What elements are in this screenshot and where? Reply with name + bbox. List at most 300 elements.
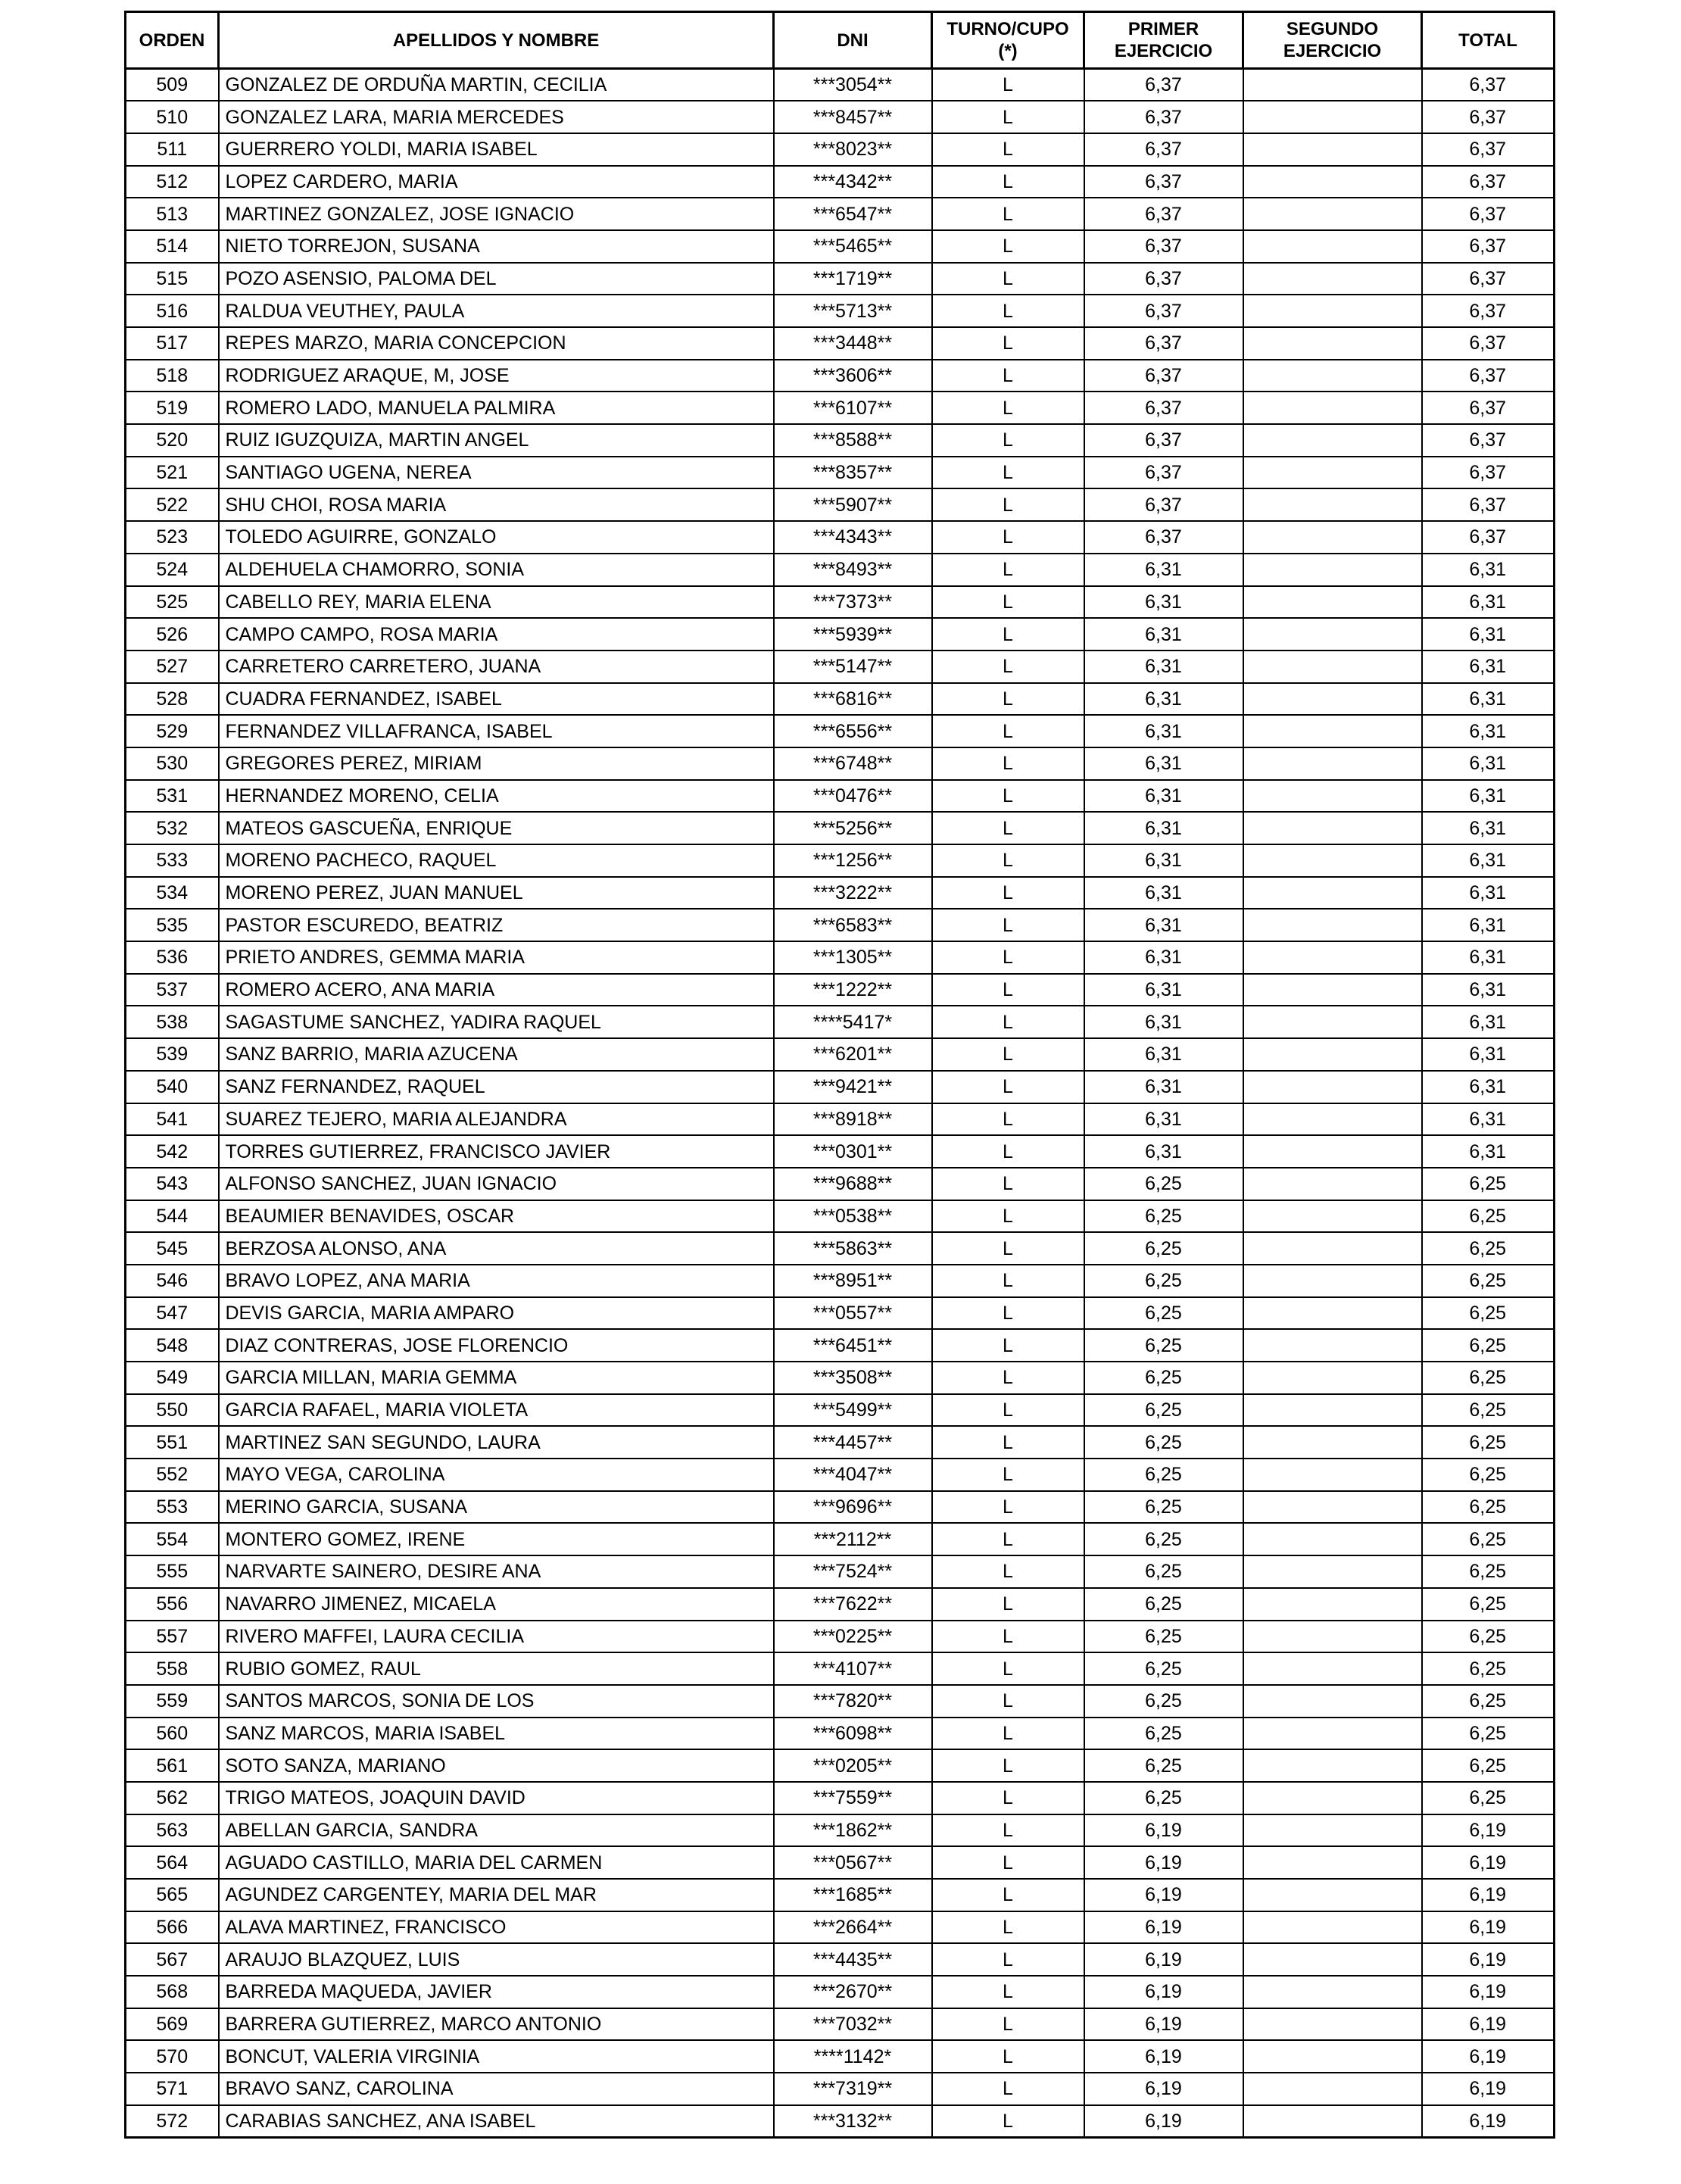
cell-primer-ejercicio: 6,31 — [1084, 618, 1243, 651]
cell-orden: 533 — [126, 844, 219, 877]
cell-segundo-ejercicio — [1243, 1621, 1422, 1653]
table-row — [126, 424, 1555, 457]
cell-primer-ejercicio: 6,37 — [1084, 457, 1243, 489]
cell-segundo-ejercicio — [1243, 1362, 1422, 1394]
cell-orden: 559 — [126, 1685, 219, 1718]
cell-apellidos-nombre: REPES MARZO, MARIA CONCEPCION — [219, 327, 774, 360]
cell-turno-cupo: L — [932, 1426, 1084, 1459]
header-turno-line1: TURNO/CUPO — [947, 19, 1069, 39]
cell-dni: ***4107** — [774, 1652, 932, 1685]
cell-apellidos-nombre: SANZ BARRIO, MARIA AZUCENA — [219, 1038, 774, 1071]
cell-orden: 512 — [126, 166, 219, 198]
cell-orden: 521 — [126, 457, 219, 489]
cell-segundo-ejercicio — [1243, 715, 1422, 747]
cell-dni: ***3606** — [774, 360, 932, 392]
table-row — [126, 2008, 1555, 2041]
table-row — [126, 1297, 1555, 1330]
cell-apellidos-nombre: MAYO VEGA, CAROLINA — [219, 1459, 774, 1491]
table-row — [126, 1588, 1555, 1621]
cell-dni: ***6107** — [774, 392, 932, 424]
cell-primer-ejercicio: 6,19 — [1084, 2105, 1243, 2138]
cell-primer-ejercicio: 6,25 — [1084, 1362, 1243, 1394]
cell-orden: 556 — [126, 1588, 219, 1621]
cell-apellidos-nombre: BRAVO LOPEZ, ANA MARIA — [219, 1265, 774, 1297]
cell-primer-ejercicio: 6,31 — [1084, 1071, 1243, 1103]
cell-primer-ejercicio: 6,19 — [1084, 1976, 1243, 2008]
cell-dni: ***7559** — [774, 1782, 932, 1814]
cell-primer-ejercicio: 6,37 — [1084, 360, 1243, 392]
cell-orden: 509 — [126, 69, 219, 101]
cell-total: 6,19 — [1422, 1814, 1555, 1847]
table-row — [126, 1071, 1555, 1103]
cell-apellidos-nombre: BEAUMIER BENAVIDES, OSCAR — [219, 1200, 774, 1233]
cell-primer-ejercicio: 6,25 — [1084, 1459, 1243, 1491]
cell-apellidos-nombre: ROMERO ACERO, ANA MARIA — [219, 974, 774, 1006]
cell-apellidos-nombre: ALFONSO SANCHEZ, JUAN IGNACIO — [219, 1168, 774, 1200]
cell-segundo-ejercicio — [1243, 1943, 1422, 1976]
cell-primer-ejercicio: 6,31 — [1084, 941, 1243, 974]
cell-turno-cupo: L — [932, 1329, 1084, 1362]
table-row — [126, 1652, 1555, 1685]
header-segundo-ejercicio — [1243, 12, 1422, 69]
cell-primer-ejercicio: 6,31 — [1084, 780, 1243, 813]
cell-total: 6,31 — [1422, 909, 1555, 941]
cell-primer-ejercicio: 6,25 — [1084, 1265, 1243, 1297]
cell-segundo-ejercicio — [1243, 586, 1422, 619]
cell-dni: ****5417* — [774, 1006, 932, 1038]
cell-apellidos-nombre: MARTINEZ SAN SEGUNDO, LAURA — [219, 1426, 774, 1459]
cell-orden: 524 — [126, 554, 219, 586]
cell-turno-cupo: L — [932, 1911, 1084, 1944]
cell-apellidos-nombre: SAGASTUME SANCHEZ, YADIRA RAQUEL — [219, 1006, 774, 1038]
cell-orden: 514 — [126, 230, 219, 263]
cell-segundo-ejercicio — [1243, 1976, 1422, 2008]
cell-primer-ejercicio: 6,31 — [1084, 877, 1243, 909]
cell-turno-cupo: L — [932, 1459, 1084, 1491]
cell-turno-cupo: L — [932, 909, 1084, 941]
cell-total: 6,19 — [1422, 1846, 1555, 1879]
cell-dni: ***0225** — [774, 1621, 932, 1653]
cell-apellidos-nombre: DIAZ CONTRERAS, JOSE FLORENCIO — [219, 1329, 774, 1362]
cell-segundo-ejercicio — [1243, 1459, 1422, 1491]
cell-dni: ***1256** — [774, 844, 932, 877]
cell-apellidos-nombre: TOLEDO AGUIRRE, GONZALO — [219, 521, 774, 554]
cell-dni: ***9421** — [774, 1071, 932, 1103]
table-row — [126, 1911, 1555, 1944]
cell-total: 6,25 — [1422, 1394, 1555, 1427]
cell-turno-cupo: L — [932, 1523, 1084, 1555]
cell-segundo-ejercicio — [1243, 941, 1422, 974]
cell-primer-ejercicio: 6,31 — [1084, 844, 1243, 877]
cell-total: 6,31 — [1422, 974, 1555, 1006]
cell-apellidos-nombre: PASTOR ESCUREDO, BEATRIZ — [219, 909, 774, 941]
cell-segundo-ejercicio — [1243, 1718, 1422, 1750]
cell-segundo-ejercicio — [1243, 683, 1422, 716]
cell-total: 6,37 — [1422, 424, 1555, 457]
cell-turno-cupo: L — [932, 812, 1084, 844]
cell-turno-cupo: L — [932, 295, 1084, 327]
table-row — [126, 1814, 1555, 1847]
cell-total: 6,37 — [1422, 488, 1555, 521]
cell-dni: ***1222** — [774, 974, 932, 1006]
cell-dni: ***5256** — [774, 812, 932, 844]
cell-dni: ***6201** — [774, 1038, 932, 1071]
cell-apellidos-nombre: MORENO PEREZ, JUAN MANUEL — [219, 877, 774, 909]
cell-apellidos-nombre: GONZALEZ DE ORDUÑA MARTIN, CECILIA — [219, 69, 774, 101]
table-row — [126, 198, 1555, 230]
cell-turno-cupo: L — [932, 586, 1084, 619]
cell-orden: 570 — [126, 2040, 219, 2073]
cell-primer-ejercicio: 6,31 — [1084, 812, 1243, 844]
cell-apellidos-nombre: RUBIO GOMEZ, RAUL — [219, 1652, 774, 1685]
cell-apellidos-nombre: SANTOS MARCOS, SONIA DE LOS — [219, 1685, 774, 1718]
cell-turno-cupo: L — [932, 1168, 1084, 1200]
cell-turno-cupo: L — [932, 360, 1084, 392]
cell-segundo-ejercicio — [1243, 263, 1422, 295]
cell-dni: ***5713** — [774, 295, 932, 327]
cell-apellidos-nombre: BARRERA GUTIERREZ, MARCO ANTONIO — [219, 2008, 774, 2041]
cell-primer-ejercicio: 6,37 — [1084, 69, 1243, 101]
cell-orden: 545 — [126, 1232, 219, 1265]
cell-apellidos-nombre: BONCUT, VALERIA VIRGINIA — [219, 2040, 774, 2073]
cell-dni: ***5863** — [774, 1232, 932, 1265]
cell-apellidos-nombre: GUERRERO YOLDI, MARIA ISABEL — [219, 133, 774, 166]
cell-orden: 565 — [126, 1879, 219, 1911]
cell-total: 6,31 — [1422, 1006, 1555, 1038]
cell-turno-cupo: L — [932, 618, 1084, 651]
cell-apellidos-nombre: POZO ASENSIO, PALOMA DEL — [219, 263, 774, 295]
cell-turno-cupo: L — [932, 2073, 1084, 2105]
cell-primer-ejercicio: 6,31 — [1084, 683, 1243, 716]
cell-dni: ***7524** — [774, 1555, 932, 1588]
cell-apellidos-nombre: MERINO GARCIA, SUSANA — [219, 1491, 774, 1524]
cell-dni: ***4343** — [774, 521, 932, 554]
cell-orden: 516 — [126, 295, 219, 327]
cell-total: 6,31 — [1422, 844, 1555, 877]
cell-turno-cupo: L — [932, 1071, 1084, 1103]
cell-dni: ***8457** — [774, 101, 932, 133]
cell-orden: 572 — [126, 2105, 219, 2138]
cell-orden: 564 — [126, 1846, 219, 1879]
table-row — [126, 101, 1555, 133]
cell-total: 6,37 — [1422, 166, 1555, 198]
cell-turno-cupo: L — [932, 198, 1084, 230]
table-row — [126, 1459, 1555, 1491]
table-row — [126, 1523, 1555, 1555]
table-row — [126, 715, 1555, 747]
cell-turno-cupo: L — [932, 1200, 1084, 1233]
cell-dni: ***1862** — [774, 1814, 932, 1847]
cell-segundo-ejercicio — [1243, 1103, 1422, 1136]
cell-orden: 563 — [126, 1814, 219, 1847]
cell-primer-ejercicio: 6,31 — [1084, 1038, 1243, 1071]
table-row — [126, 554, 1555, 586]
cell-dni: ***8588** — [774, 424, 932, 457]
cell-turno-cupo: L — [932, 1652, 1084, 1685]
cell-turno-cupo: L — [932, 1103, 1084, 1136]
cell-dni: ***6816** — [774, 683, 932, 716]
cell-dni: ***2670** — [774, 1976, 932, 2008]
cell-dni: ***5465** — [774, 230, 932, 263]
cell-segundo-ejercicio — [1243, 327, 1422, 360]
cell-segundo-ejercicio — [1243, 812, 1422, 844]
cell-orden: 546 — [126, 1265, 219, 1297]
cell-apellidos-nombre: SANTIAGO UGENA, NEREA — [219, 457, 774, 489]
cell-total: 6,31 — [1422, 1103, 1555, 1136]
cell-dni: ***5907** — [774, 488, 932, 521]
table-row — [126, 618, 1555, 651]
table-row — [126, 392, 1555, 424]
cell-total: 6,31 — [1422, 747, 1555, 780]
cell-apellidos-nombre: ABELLAN GARCIA, SANDRA — [219, 1814, 774, 1847]
header-turno-line2: (*) — [998, 41, 1018, 61]
cell-orden: 571 — [126, 2073, 219, 2105]
cell-segundo-ejercicio — [1243, 101, 1422, 133]
table-row — [126, 1232, 1555, 1265]
cell-primer-ejercicio: 6,25 — [1084, 1232, 1243, 1265]
cell-orden: 510 — [126, 101, 219, 133]
cell-orden: 541 — [126, 1103, 219, 1136]
cell-apellidos-nombre: MATEOS GASCUEÑA, ENRIQUE — [219, 812, 774, 844]
cell-turno-cupo: L — [932, 457, 1084, 489]
cell-apellidos-nombre: CABELLO REY, MARIA ELENA — [219, 586, 774, 619]
cell-orden: 548 — [126, 1329, 219, 1362]
cell-orden: 515 — [126, 263, 219, 295]
table-row — [126, 683, 1555, 716]
cell-total: 6,31 — [1422, 1071, 1555, 1103]
cell-orden: 527 — [126, 651, 219, 683]
cell-apellidos-nombre: NIETO TORREJON, SUSANA — [219, 230, 774, 263]
cell-turno-cupo: L — [932, 1135, 1084, 1168]
cell-orden: 557 — [126, 1621, 219, 1653]
cell-total: 6,25 — [1422, 1329, 1555, 1362]
header-primer-line2: EJERCICIO — [1114, 41, 1213, 61]
cell-total: 6,37 — [1422, 521, 1555, 554]
cell-dni: ***2112** — [774, 1523, 932, 1555]
cell-turno-cupo: L — [932, 1718, 1084, 1750]
table-row — [126, 2073, 1555, 2105]
cell-total: 6,19 — [1422, 2105, 1555, 2138]
cell-primer-ejercicio: 6,25 — [1084, 1685, 1243, 1718]
cell-primer-ejercicio: 6,25 — [1084, 1749, 1243, 1782]
cell-primer-ejercicio: 6,25 — [1084, 1297, 1243, 1330]
cell-primer-ejercicio: 6,31 — [1084, 586, 1243, 619]
cell-turno-cupo: L — [932, 941, 1084, 974]
cell-total: 6,31 — [1422, 651, 1555, 683]
cell-total: 6,37 — [1422, 69, 1555, 101]
table-row — [126, 263, 1555, 295]
cell-orden: 551 — [126, 1426, 219, 1459]
cell-primer-ejercicio: 6,37 — [1084, 424, 1243, 457]
cell-segundo-ejercicio — [1243, 424, 1422, 457]
table-row — [126, 1006, 1555, 1038]
cell-apellidos-nombre: ALAVA MARTINEZ, FRANCISCO — [219, 1911, 774, 1944]
cell-total: 6,31 — [1422, 1135, 1555, 1168]
cell-orden: 535 — [126, 909, 219, 941]
cell-primer-ejercicio: 6,25 — [1084, 1491, 1243, 1524]
cell-orden: 554 — [126, 1523, 219, 1555]
cell-dni: ***4457** — [774, 1426, 932, 1459]
cell-orden: 566 — [126, 1911, 219, 1944]
table-row — [126, 295, 1555, 327]
cell-dni: ***1685** — [774, 1879, 932, 1911]
cell-dni: ***9688** — [774, 1168, 932, 1200]
cell-dni: ***8951** — [774, 1265, 932, 1297]
cell-orden: 536 — [126, 941, 219, 974]
cell-apellidos-nombre: HERNANDEZ MORENO, CELIA — [219, 780, 774, 813]
table-row — [126, 1685, 1555, 1718]
header-segundo-line2: EJERCICIO — [1283, 41, 1382, 61]
cell-dni: ***6556** — [774, 715, 932, 747]
cell-segundo-ejercicio — [1243, 1394, 1422, 1427]
cell-primer-ejercicio: 6,31 — [1084, 1135, 1243, 1168]
cell-turno-cupo: L — [932, 715, 1084, 747]
header-row — [126, 12, 1555, 69]
cell-apellidos-nombre: LOPEZ CARDERO, MARIA — [219, 166, 774, 198]
cell-segundo-ejercicio — [1243, 877, 1422, 909]
table-row — [126, 1362, 1555, 1394]
cell-dni: ***0567** — [774, 1846, 932, 1879]
table-row — [126, 941, 1555, 974]
table-row — [126, 1103, 1555, 1136]
cell-apellidos-nombre: GARCIA MILLAN, MARIA GEMMA — [219, 1362, 774, 1394]
cell-total: 6,31 — [1422, 554, 1555, 586]
cell-segundo-ejercicio — [1243, 651, 1422, 683]
cell-total: 6,37 — [1422, 198, 1555, 230]
cell-primer-ejercicio: 6,19 — [1084, 1846, 1243, 1879]
cell-segundo-ejercicio — [1243, 392, 1422, 424]
cell-primer-ejercicio: 6,25 — [1084, 1588, 1243, 1621]
cell-total: 6,25 — [1422, 1685, 1555, 1718]
cell-primer-ejercicio: 6,25 — [1084, 1394, 1243, 1427]
cell-apellidos-nombre: CARRETERO CARRETERO, JUANA — [219, 651, 774, 683]
cell-apellidos-nombre: RALDUA VEUTHEY, PAULA — [219, 295, 774, 327]
cell-dni: ***6098** — [774, 1718, 932, 1750]
cell-total: 6,25 — [1422, 1588, 1555, 1621]
cell-orden: 537 — [126, 974, 219, 1006]
table-row — [126, 1846, 1555, 1879]
cell-segundo-ejercicio — [1243, 1006, 1422, 1038]
cell-orden: 542 — [126, 1135, 219, 1168]
cell-orden: 544 — [126, 1200, 219, 1233]
cell-total: 6,25 — [1422, 1297, 1555, 1330]
cell-turno-cupo: L — [932, 683, 1084, 716]
cell-turno-cupo: L — [932, 1846, 1084, 1879]
cell-apellidos-nombre: ARAUJO BLAZQUEZ, LUIS — [219, 1943, 774, 1976]
cell-apellidos-nombre: AGUNDEZ CARGENTEY, MARIA DEL MAR — [219, 1879, 774, 1911]
cell-segundo-ejercicio — [1243, 1071, 1422, 1103]
cell-primer-ejercicio: 6,37 — [1084, 488, 1243, 521]
table-row — [126, 1621, 1555, 1653]
cell-apellidos-nombre: TRIGO MATEOS, JOAQUIN DAVID — [219, 1782, 774, 1814]
cell-segundo-ejercicio — [1243, 1426, 1422, 1459]
cell-primer-ejercicio: 6,25 — [1084, 1652, 1243, 1685]
cell-apellidos-nombre: GREGORES PEREZ, MIRIAM — [219, 747, 774, 780]
cell-apellidos-nombre: ROMERO LADO, MANUELA PALMIRA — [219, 392, 774, 424]
cell-turno-cupo: L — [932, 101, 1084, 133]
cell-primer-ejercicio: 6,25 — [1084, 1426, 1243, 1459]
cell-orden: 522 — [126, 488, 219, 521]
cell-segundo-ejercicio — [1243, 230, 1422, 263]
cell-total: 6,25 — [1422, 1362, 1555, 1394]
cell-orden: 526 — [126, 618, 219, 651]
cell-turno-cupo: L — [932, 1297, 1084, 1330]
table-row — [126, 1555, 1555, 1588]
cell-turno-cupo: L — [932, 1588, 1084, 1621]
cell-total: 6,25 — [1422, 1459, 1555, 1491]
cell-dni: ***2664** — [774, 1911, 932, 1944]
cell-segundo-ejercicio — [1243, 166, 1422, 198]
cell-total: 6,37 — [1422, 457, 1555, 489]
cell-orden: 543 — [126, 1168, 219, 1200]
cell-total: 6,19 — [1422, 1879, 1555, 1911]
cell-segundo-ejercicio — [1243, 488, 1422, 521]
cell-apellidos-nombre: MONTERO GOMEZ, IRENE — [219, 1523, 774, 1555]
table-row — [126, 812, 1555, 844]
cell-orden: 569 — [126, 2008, 219, 2041]
table-row — [126, 488, 1555, 521]
cell-segundo-ejercicio — [1243, 457, 1422, 489]
cell-total: 6,19 — [1422, 1911, 1555, 1944]
table-body — [126, 69, 1555, 2138]
table-row — [126, 1782, 1555, 1814]
cell-dni: ***4435** — [774, 1943, 932, 1976]
table-row — [126, 69, 1555, 101]
cell-apellidos-nombre: SOTO SANZA, MARIANO — [219, 1749, 774, 1782]
cell-total: 6,37 — [1422, 392, 1555, 424]
table-row — [126, 586, 1555, 619]
cell-orden: 550 — [126, 1394, 219, 1427]
cell-dni: ***3448** — [774, 327, 932, 360]
cell-apellidos-nombre: PRIETO ANDRES, GEMMA MARIA — [219, 941, 774, 974]
cell-primer-ejercicio: 6,37 — [1084, 295, 1243, 327]
cell-primer-ejercicio: 6,25 — [1084, 1718, 1243, 1750]
cell-orden: 540 — [126, 1071, 219, 1103]
cell-segundo-ejercicio — [1243, 1200, 1422, 1233]
table-row — [126, 230, 1555, 263]
cell-primer-ejercicio: 6,37 — [1084, 101, 1243, 133]
cell-total: 6,19 — [1422, 2073, 1555, 2105]
table-row — [126, 1491, 1555, 1524]
cell-primer-ejercicio: 6,19 — [1084, 2040, 1243, 2073]
cell-dni: ***7373** — [774, 586, 932, 619]
cell-dni: ***7319** — [774, 2073, 932, 2105]
cell-total: 6,31 — [1422, 715, 1555, 747]
cell-apellidos-nombre: RIVERO MAFFEI, LAURA CECILIA — [219, 1621, 774, 1653]
table-row — [126, 877, 1555, 909]
cell-total: 6,25 — [1422, 1523, 1555, 1555]
cell-dni: ***8023** — [774, 133, 932, 166]
cell-segundo-ejercicio — [1243, 1652, 1422, 1685]
cell-turno-cupo: L — [932, 651, 1084, 683]
cell-apellidos-nombre: BARREDA MAQUEDA, JAVIER — [219, 1976, 774, 2008]
cell-apellidos-nombre: CAMPO CAMPO, ROSA MARIA — [219, 618, 774, 651]
cell-turno-cupo: L — [932, 2105, 1084, 2138]
cell-segundo-ejercicio — [1243, 1685, 1422, 1718]
table-row — [126, 327, 1555, 360]
cell-dni: ***4342** — [774, 166, 932, 198]
cell-segundo-ejercicio — [1243, 2008, 1422, 2041]
cell-turno-cupo: L — [932, 747, 1084, 780]
cell-turno-cupo: L — [932, 554, 1084, 586]
cell-dni: ***7622** — [774, 1588, 932, 1621]
cell-segundo-ejercicio — [1243, 1588, 1422, 1621]
cell-primer-ejercicio: 6,19 — [1084, 1879, 1243, 1911]
results-table — [124, 11, 1555, 2139]
cell-dni: ***5147** — [774, 651, 932, 683]
cell-apellidos-nombre: DEVIS GARCIA, MARIA AMPARO — [219, 1297, 774, 1330]
cell-segundo-ejercicio — [1243, 1911, 1422, 1944]
